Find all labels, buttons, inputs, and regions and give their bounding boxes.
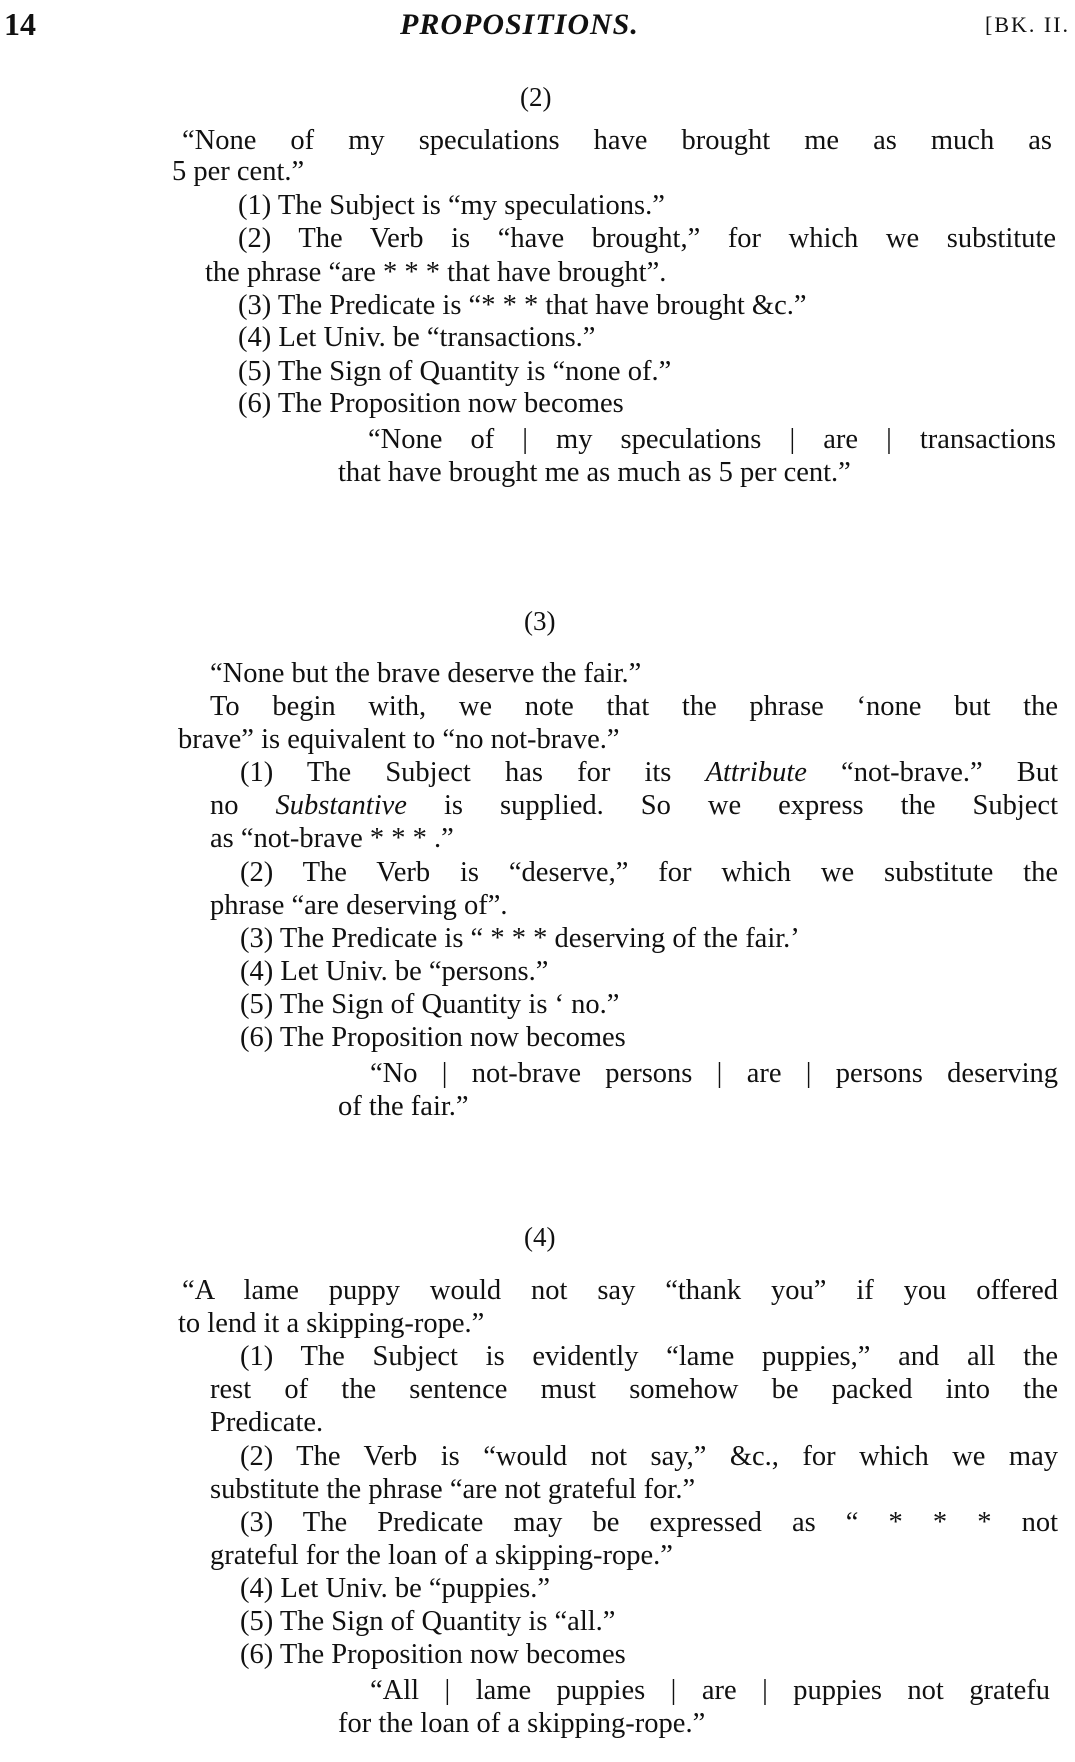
substantive-term: Substantive (275, 790, 407, 821)
text-line: of the fair.” (338, 1091, 469, 1122)
text-line: (6) The Proposition now becomes (240, 1022, 626, 1053)
attribute-term: Attribute (705, 757, 807, 788)
book-reference: [BK. II. (985, 12, 1071, 37)
text-line: no Substantive is supplied. So we express the Subject (210, 790, 1059, 821)
text-line: “No | not-brave persons | are | persons deserving (370, 1058, 1058, 1089)
section-number: (2) (520, 82, 552, 112)
text-line: (5) The Sign of Quantity is “none of.” (238, 356, 672, 387)
text-line: (3) The Predicate is “ * * * deserving of the fair.’ (240, 923, 800, 954)
text-line: Predicate. (210, 1407, 324, 1438)
text-line: (2) The Verb is “would not say,” &c., for which we may (240, 1441, 1058, 1472)
text-line: (2) The Verb is “deserve,” for which we substitute the (240, 857, 1058, 888)
text-line: “A lame puppy would not say “thank you” if you offered (182, 1275, 1058, 1306)
page-header (0, 6, 1075, 46)
text-line: to lend it a skipping-rope.” (178, 1308, 485, 1339)
text-line: To begin with, we note that the phrase ‘none but the (210, 691, 1058, 722)
text-line: (6) The Proposition now becomes (240, 1639, 626, 1670)
text-line: (3) The Predicate is “* * * that have brought &c.” (238, 290, 807, 321)
text-line: (1) The Subject has for its Attribute “not-brave.” But (240, 757, 1058, 788)
text-line: (4) Let Univ. be “puppies.” (240, 1573, 550, 1604)
text-line: for the loan of a skipping-rope.” (338, 1708, 706, 1739)
section-number: (4) (524, 1222, 556, 1252)
text-line: (2) The Verb is “have brought,” for which we substitute (238, 223, 1056, 254)
text-line: (1) The Subject is evidently “lame puppies,” and all the (240, 1341, 1058, 1372)
text-line: (4) Let Univ. be “persons.” (240, 956, 549, 987)
text-line: the phrase “are * * * that have brought”. (205, 257, 667, 288)
text-line: rest of the sentence must somehow be packed into the (210, 1374, 1058, 1405)
text-line: (6) The Proposition now becomes (238, 388, 624, 419)
text-line: (5) The Sign of Quantity is ‘ no.” (240, 989, 620, 1020)
text-line: brave” is equivalent to “no not-brave.” (178, 724, 620, 755)
text-line: 5 per cent.” (172, 156, 305, 187)
text-line: that have brought me as much as 5 per cent.” (338, 457, 851, 488)
text-line: (4) Let Univ. be “transactions.” (238, 322, 596, 353)
text-line: “All | lame puppies | are | puppies not gratefu (370, 1675, 1050, 1706)
text-line: phrase “are deserving of”. (210, 890, 508, 921)
text-line: “None of | my speculations | are | transactions (368, 424, 1056, 455)
text-line: (3) The Predicate may be expressed as “ * * * not (240, 1507, 1058, 1538)
text-line: substitute the phrase “are not grateful for.” (210, 1474, 696, 1505)
text-line: as “not-brave * * * .” (210, 823, 454, 854)
text-line: (5) The Sign of Quantity is “all.” (240, 1606, 616, 1637)
page-number: 14 (4, 6, 36, 42)
text-line: grateful for the loan of a skipping-rope.” (210, 1540, 673, 1571)
text-line: “None of my speculations have brought me as much as (182, 125, 1052, 156)
text-line: (1) The Subject is “my speculations.” (238, 190, 665, 221)
section-number: (3) (524, 606, 556, 636)
running-title: PROPOSITIONS. (400, 8, 639, 41)
text-line: “None but the brave deserve the fair.” (210, 658, 642, 689)
